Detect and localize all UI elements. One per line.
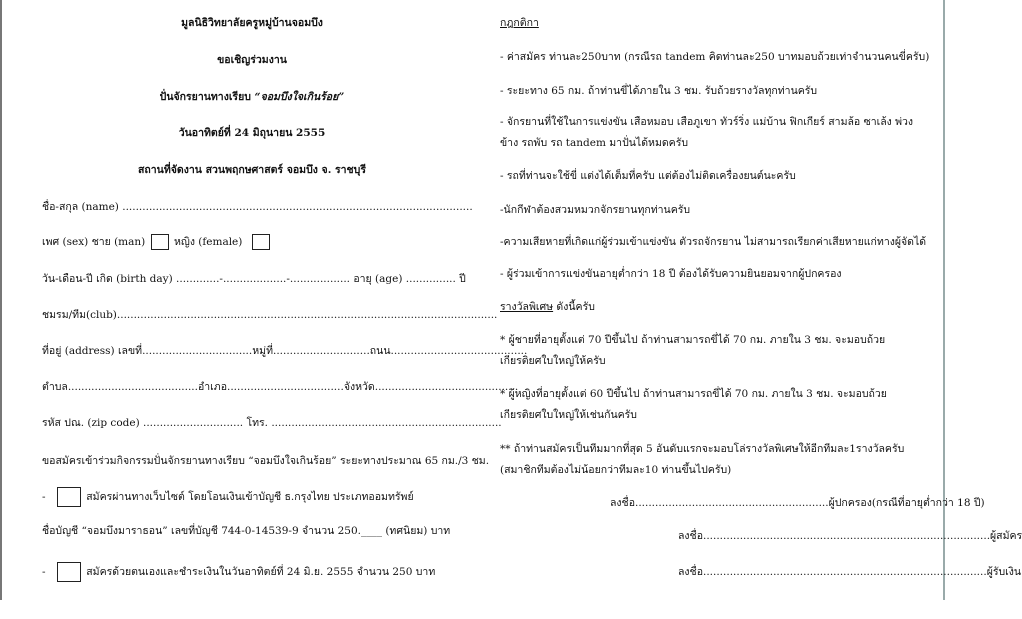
org-title: มูลนิธิวิทยาลัยครูหมู่บ้านจอมบึง bbox=[181, 17, 323, 29]
page-left-edge bbox=[0, 0, 2, 600]
sex-field bbox=[42, 234, 272, 250]
event-venue: สถานที่จัดงาน สวนพฤกษศาสตร์ จอมบึง จ. ราชบุรี bbox=[138, 164, 366, 176]
club-field[interactable]: ชมรม/ทีม(club).................................................................................................................. bbox=[42, 309, 498, 321]
guardian-signature[interactable]: ลงชื่อ..........................................................ผู้ปกครอง(กรณีที่อายุต่ำกว่า 18 ปี) bbox=[610, 497, 985, 509]
rule-item: - ผู้ร่วมเข้าการแข่งขันอายุต่ำกว่า 18 ปี ต้องได้รับความยินยอมจากผู้ปกครอง bbox=[500, 268, 842, 280]
rule-item: - ค่าสมัคร ท่านละ250บาท (กรณีรถ tandem คิดท่านละ250 บาทมอบถ้วยเท่าจำนวนคนขี่ครับ) bbox=[500, 51, 930, 63]
special-prize-item: * ผู้ชายที่อายุตั้งแต่ 70 ปีขึ้นไป ถ้าท่านสามารถขี่ได้ 70 กม. ภายใน 3 ชม. จะมอบถ้วยเกียรติยศใบใหญ่ให้ครับ bbox=[500, 334, 886, 367]
event-prefix: ปั่นจักรยานทางเรียบ bbox=[159, 91, 251, 103]
dash-1: - bbox=[42, 491, 46, 503]
rule-item: - จักรยานที่ใช้ในการแข่งขัน เสือหมอบ เสือภูเขา ทัวร์ริ่ง แม่บ้าน ฟิกเกียร์ สามล้อ ซาเล้ง พ่วงข้าง รถพับ รถ tandem มาปั่นได้หมดครับ bbox=[500, 116, 914, 149]
invite-title: ขอเชิญร่วมงาน bbox=[217, 54, 287, 66]
account-info: ชื่อบัญชี “จอมบึงมาราธอน” เลขที่บัญชี 744-0-14539-9 จำนวน 250.____ (ทศนิยม) บาท bbox=[42, 525, 451, 537]
rule-item: - รถที่ท่านจะใช้ขี่ แต่งได้เต็มที่ครับ แต่ต้องไม่ติดเครื่องยนต์นะครับ bbox=[500, 170, 796, 182]
onsite-checkbox[interactable] bbox=[57, 562, 81, 582]
online-checkbox[interactable] bbox=[57, 487, 81, 507]
rule-item: - ระยะทาง 65 กม. ถ้าท่านขี่ได้ภายใน 3 ชม. รับถ้วยรางวัลทุกท่านครับ bbox=[500, 85, 818, 97]
dash-2: - bbox=[42, 566, 46, 578]
page-right-edge bbox=[943, 0, 945, 600]
option-onsite-label: สมัครด้วยตนเองและชำระเงินในวันอาทิตย์ที่ 24 มิ.ย. 2555 จำนวน 250 บาท bbox=[86, 566, 436, 578]
option-online bbox=[42, 487, 414, 507]
special-prize-suffix: ดังนี้ครับ bbox=[553, 301, 595, 313]
receiver-signature[interactable]: ลงชื่อ.....................................................................................ผู้รับเงิน bbox=[678, 566, 1022, 578]
zip-field[interactable]: รหัส ปณ. (zip code) .............................. โทร. ..................................................................... bbox=[42, 417, 502, 429]
name-field[interactable]: ชื่อ-สกุล (name) ......................................................................................................... bbox=[42, 201, 473, 213]
special-prize-item: * ผู้หญิงที่อายุตั้งแต่ 60 ปีขึ้นไป ถ้าท่านสามารถขี่ได้ 70 กม. ภายใน 3 ชม. จะมอบถ้วยเกียรติยศใบใหญ่ให้เช่นกันครับ bbox=[500, 388, 887, 421]
male-checkbox[interactable] bbox=[151, 234, 169, 250]
rule-item: -ความเสียหายที่เกิดแก่ผู้ร่วมเข้าแข่งขัน ตัวรถจักรยาน ไม่สามารถเรียกค่าเสียหายแก่ทางผู้จัดได้ bbox=[500, 236, 927, 248]
event-title bbox=[42, 90, 462, 104]
district-field[interactable]: ตำบล.......................................อำเภอ...................................จังหวัด........................................... bbox=[42, 381, 519, 393]
applicant-signature[interactable]: ลงชื่อ......................................................................................ผู้สมัคร bbox=[678, 530, 1022, 542]
apply-statement: ขอสมัครเข้าร่วมกิจกรรมปั่นจักรยานทางเรียบ “จอมบึงใจเกินร้อย” ระยะทางประมาณ 65 กม./3 ชม. bbox=[42, 455, 490, 467]
special-prize-heading bbox=[500, 300, 595, 314]
female-checkbox[interactable] bbox=[252, 234, 270, 250]
option-online-label: สมัครผ่านทางเว็บไซต์ โดยโอนเงินเข้าบัญชี ธ.กรุงไทย ประเภทออมทรัพย์ bbox=[86, 491, 414, 503]
special-prize-item: ** ถ้าท่านสมัครเป็นทีมมากที่สุด 5 อันดับแรกจะมอบโล่รางวัลพิเศษให้อีกทีมละ1รางวัลครับ (สมาชิกทีมต้องไม่น้อยกว่าทีมละ10 ท่านขึ้นไปครับ) bbox=[500, 443, 905, 476]
event-name: “จอมบึงใจเกินร้อย” bbox=[254, 91, 345, 103]
rules-title: กฎกติกา bbox=[500, 17, 539, 29]
special-prize-title: รางวัลพิเศษ bbox=[500, 301, 554, 313]
female-label: หญิง (female) bbox=[173, 236, 243, 248]
event-date: วันอาทิตย์ที่ 24 มิถุนายน 2555 bbox=[178, 127, 326, 139]
address-field[interactable]: ที่อยู่ (address) เลขที่.................................หมู่ที่.............................ถนน......................................... bbox=[42, 345, 528, 357]
option-onsite bbox=[42, 562, 435, 582]
sex-label: เพศ (sex) ชาย (man) bbox=[42, 236, 146, 248]
birth-field[interactable]: วัน-เดือน-ปี เกิด (birth day) .............-...................-.................. อายุ (age) ............... ปี bbox=[42, 273, 466, 285]
rule-item: -นักกีฬาต้องสวมหมวกจักรยานทุกท่านครับ bbox=[500, 204, 691, 216]
